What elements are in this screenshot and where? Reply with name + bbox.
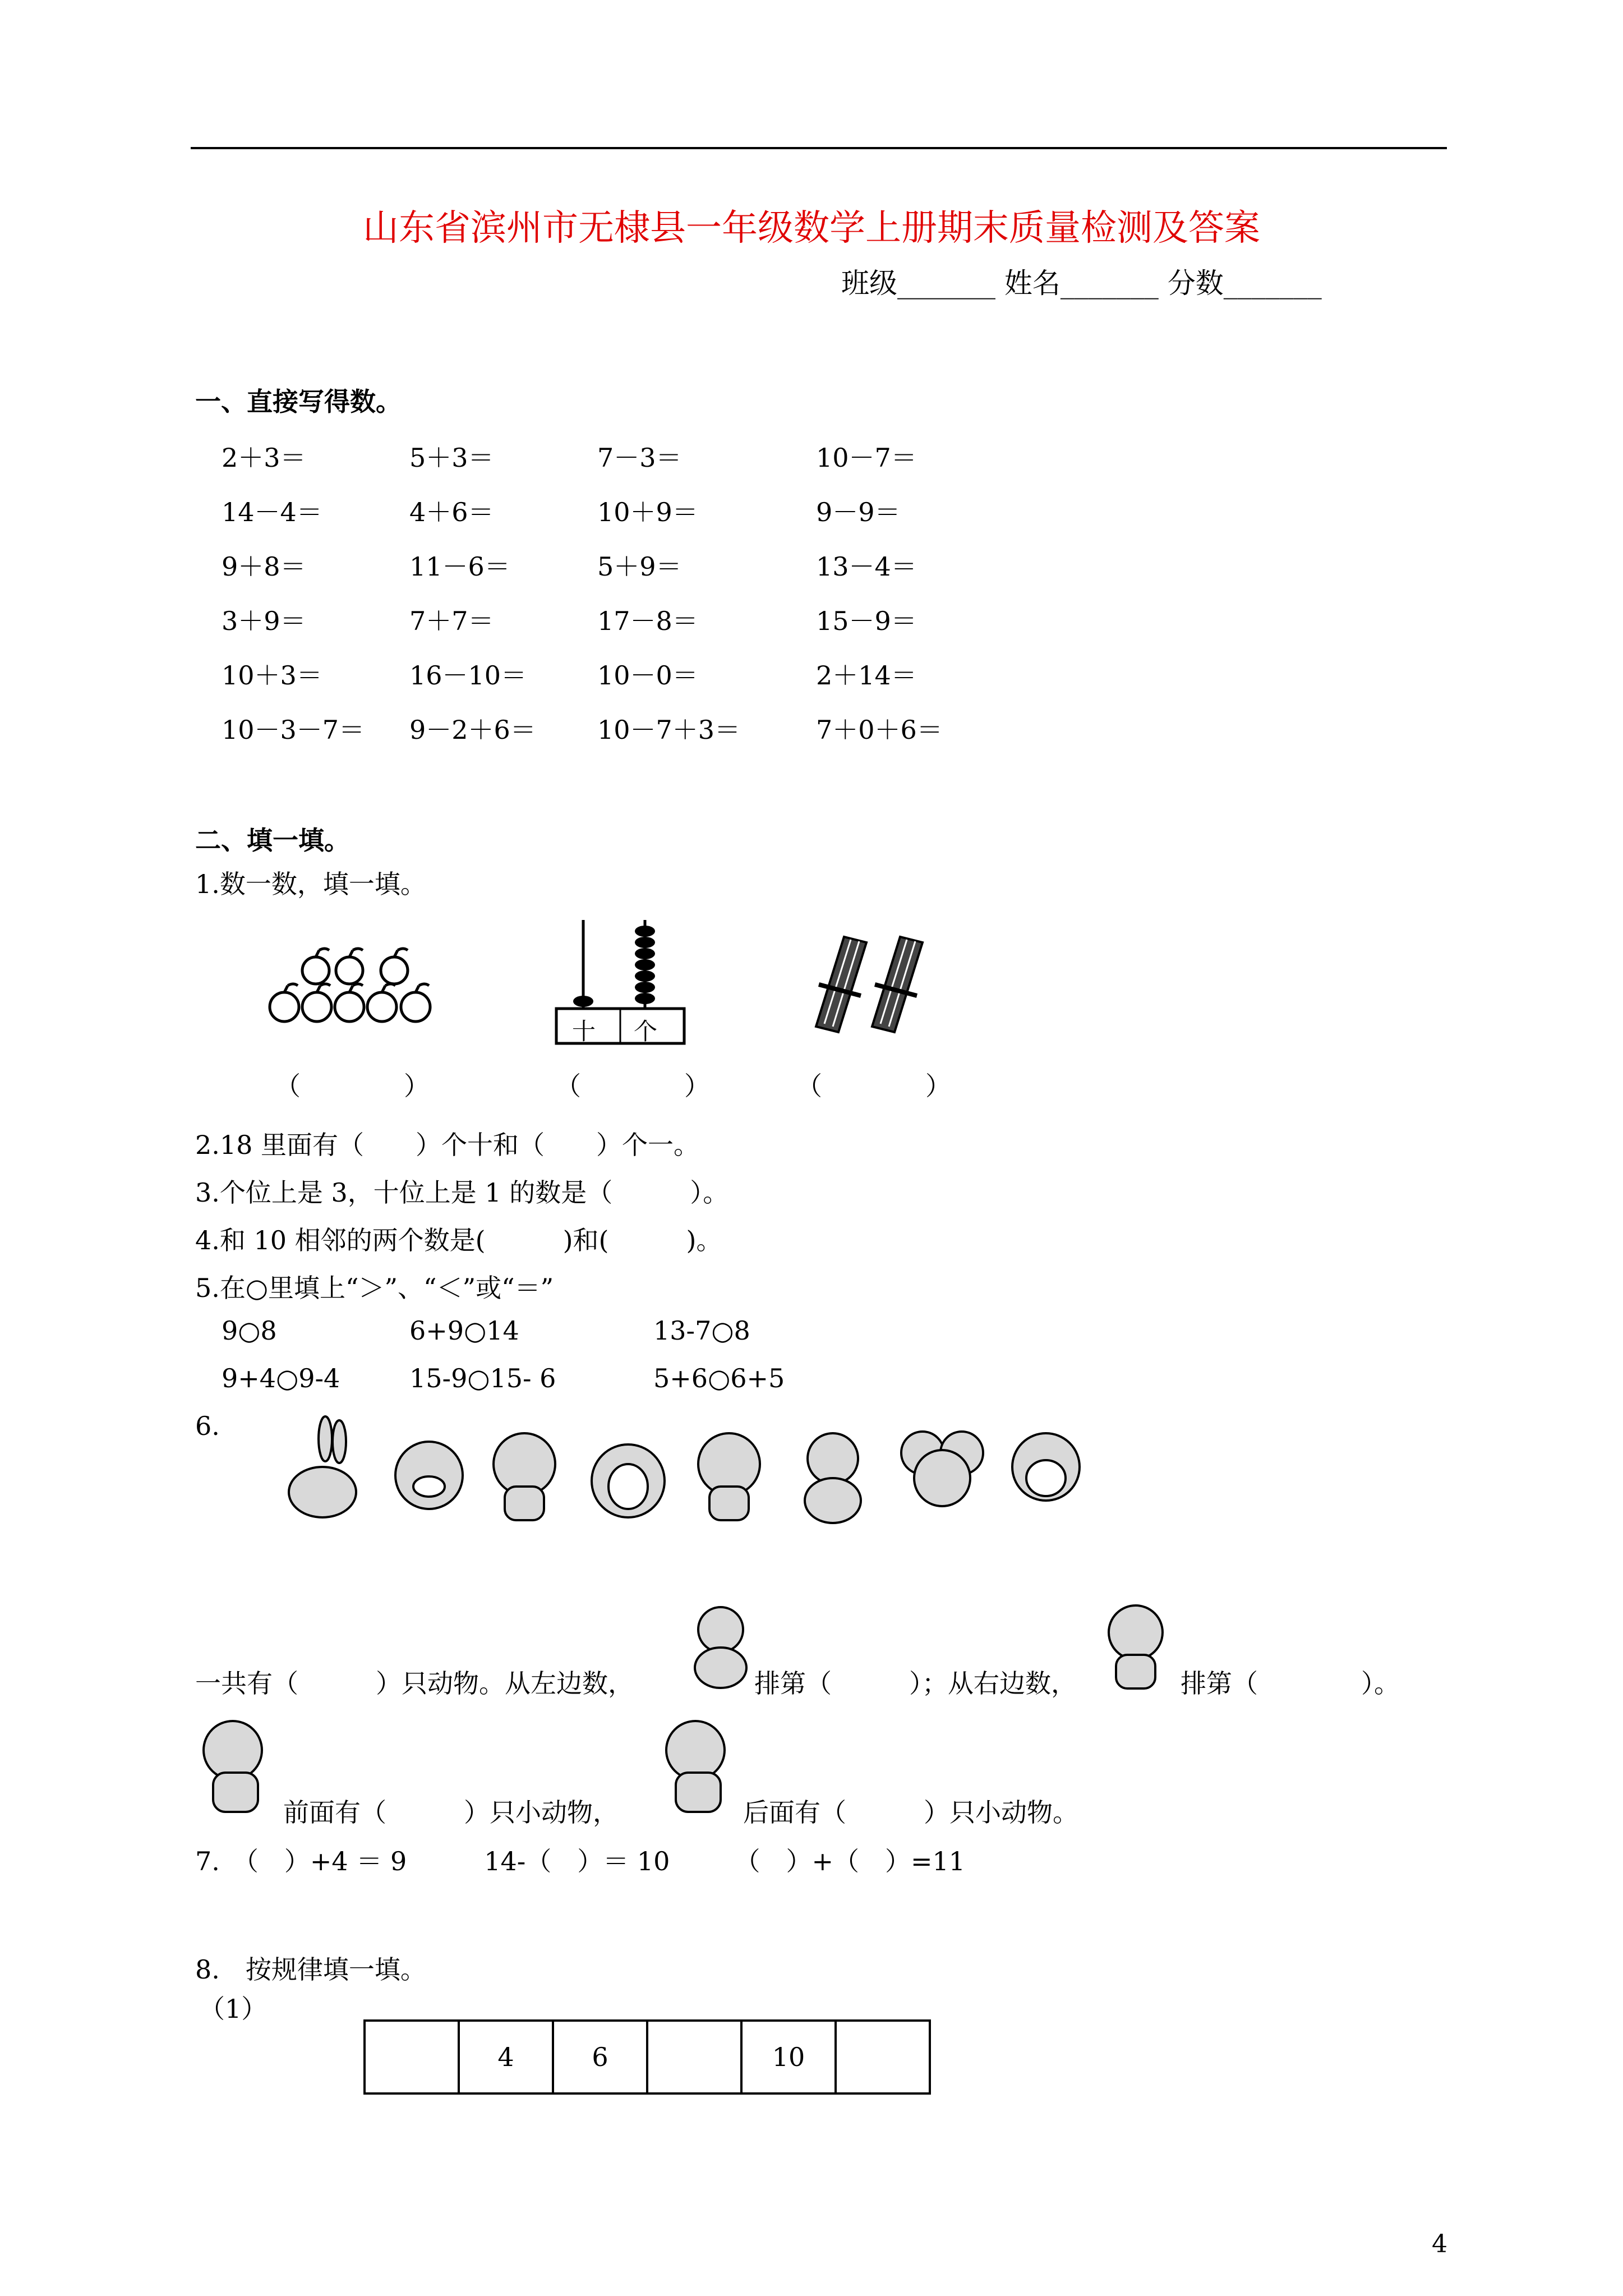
arith-item: 15－9＝ <box>816 606 917 636</box>
score-field: 分数_______ <box>1167 267 1322 300</box>
arith-item: 9－2＋6＝ <box>409 715 536 745</box>
arith-item: 10－7＋3＝ <box>597 715 741 745</box>
arith-item: 4＋6＝ <box>409 497 494 527</box>
arith-item: 10－0＝ <box>597 660 698 691</box>
answer-blank-abacus[interactable]: （ ） <box>555 1071 710 1101</box>
arith-item: 3＋9＝ <box>222 606 306 636</box>
sequence-cell: 4 <box>459 2021 553 2093</box>
q2-text: 2.18 里面有（ ）个十和（ ）个一。 <box>195 1130 700 1160</box>
name-field: 姓名_______ <box>1004 267 1159 300</box>
page-title: 山东省滨州市无棣县一年级数学上册期末质量检测及答案 <box>363 208 1260 249</box>
q6-line2-part2: 后面有（ ）只小动物。 <box>743 1797 1078 1828</box>
q8-text: 8. 按规律填一填。 <box>195 1954 426 1985</box>
pig-icon <box>395 1442 463 1509</box>
compare-item: 5+6○6+5 <box>653 1363 785 1393</box>
arith-item: 10－3－7＝ <box>222 715 365 745</box>
q6-line2-part1: 前面有（ ）只小动物， <box>283 1797 619 1828</box>
arith-item: 14－4＝ <box>222 497 322 527</box>
q5-text: 5.在○里填上“＞”、“＜”或“＝” <box>195 1273 554 1303</box>
compare-item: 13-7○8 <box>653 1315 750 1346</box>
answer-blank-apples[interactable]: （ ） <box>275 1071 430 1101</box>
compare-item: 15-9○15- 6 <box>409 1363 556 1393</box>
header-rule <box>191 147 1447 149</box>
answer-blank-sticks[interactable]: （ ） <box>796 1071 951 1101</box>
animals-row-picture <box>280 1419 1094 1531</box>
monkey-icon <box>1012 1433 1080 1501</box>
q8-sub-label: （1） <box>199 1994 268 2024</box>
arith-item: 9－9＝ <box>816 497 901 527</box>
page-number: 4 <box>1432 2230 1447 2258</box>
arith-item: 2＋14＝ <box>816 660 917 691</box>
tiger-icon <box>1099 1602 1172 1691</box>
arith-item: 7＋7＝ <box>409 606 494 636</box>
bird-icon <box>684 1602 757 1691</box>
q6-line1-part2: 排第（ ）；从右边数， <box>754 1668 1077 1699</box>
rabbit-icon <box>289 1416 356 1517</box>
arith-item: 5＋3＝ <box>409 443 494 473</box>
mouse-icon <box>901 1432 983 1506</box>
arith-item: 10＋3＝ <box>222 660 322 691</box>
sequence-cell[interactable] <box>647 2021 741 2093</box>
class-field: 班级_______ <box>841 267 995 300</box>
arith-item: 10＋9＝ <box>597 497 698 527</box>
arith-item: 10－7＝ <box>816 443 917 473</box>
q6-number: 6. <box>195 1411 220 1441</box>
cow-icon <box>656 1717 740 1818</box>
q7-text: 7. （ ）+4 ＝ 9 14-（ ）＝ 10 （ ）+（ ）=11 <box>195 1846 966 1876</box>
cow-icon <box>698 1433 760 1520</box>
sequence-table <box>363 2019 931 2095</box>
arith-item: 7＋0＋6＝ <box>816 715 943 745</box>
compare-item: 9+4○9-4 <box>222 1363 340 1393</box>
student-info-line <box>841 261 1322 301</box>
tiger-icon <box>494 1433 555 1520</box>
compare-item: 9○8 <box>222 1315 277 1346</box>
arith-item: 13－4＝ <box>816 551 917 582</box>
section2-heading: 二、填一填。 <box>195 825 350 855</box>
sequence-cell[interactable] <box>836 2021 930 2093</box>
q1-text: 1.数一数，填一填。 <box>195 869 426 899</box>
cow-icon <box>193 1717 278 1818</box>
section1-heading: 一、直接写得数。 <box>195 386 402 417</box>
sheep-icon <box>592 1444 665 1517</box>
sequence-cell[interactable] <box>365 2021 459 2093</box>
arith-item: 2＋3＝ <box>222 443 306 473</box>
bird-icon <box>805 1433 861 1523</box>
sequence-cell: 6 <box>553 2021 647 2093</box>
compare-item: 6+9○14 <box>409 1315 519 1346</box>
arith-item: 7－3＝ <box>597 443 682 473</box>
apples-picture <box>266 942 446 1032</box>
arith-item: 11－6＝ <box>409 551 510 582</box>
q3-text: 3.个位上是 3，十位上是 1 的数是（ ）。 <box>195 1177 729 1208</box>
sequence-cell: 10 <box>741 2021 836 2093</box>
stick-bundles-picture <box>805 926 934 1038</box>
q6-line1-part1: 一共有（ ）只动物。从左边数， <box>195 1668 634 1699</box>
abacus-ones-label: 个 <box>634 1018 658 1045</box>
q6-line1-part3: 排第（ ）。 <box>1181 1668 1400 1699</box>
q4-text: 4.和 10 相邻的两个数是( )和( )。 <box>195 1225 722 1255</box>
arith-item: 9＋8＝ <box>222 551 306 582</box>
abacus-tens-label: 十 <box>572 1018 596 1045</box>
arith-item: 16－10＝ <box>409 660 527 691</box>
arith-item: 17－8＝ <box>597 606 698 636</box>
arith-item: 5＋9＝ <box>597 551 682 582</box>
